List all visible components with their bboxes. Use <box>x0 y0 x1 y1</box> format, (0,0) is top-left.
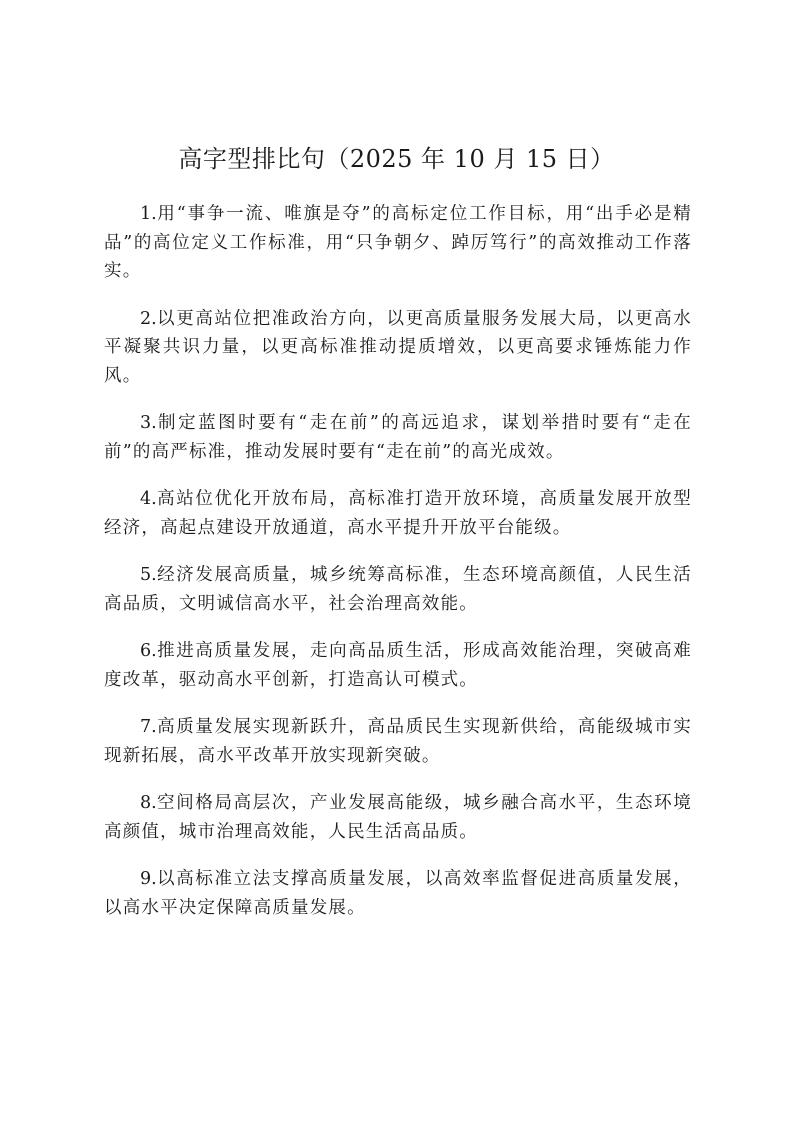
paragraph-text: 制定蓝图时要有“走在前”的高远追求，谋划举措时要有“走在前”的高严标准，推动发展时要有“走在前”的高光成效。 <box>104 413 692 462</box>
paragraph-text: 以更高站位把准政治方向，以更高质量服务发展大局，以更高水平凝聚共识力量，以更高标准推动提质增效，以更高要求锤炼能力作风。 <box>104 308 692 386</box>
paragraph-number: 3. <box>140 413 157 433</box>
paragraph-text: 经济发展高质量，城乡统筹高标准，生态环境高颜值，人民生活高品质，文明诚信高水平，社会治理高效能。 <box>104 565 692 614</box>
paragraph-1 <box>104 200 692 286</box>
paragraph-text: 高站位优化开放布局，高标准打造开放环境，高质量发展开放型经济，高起点建设开放通道，高水平提升开放平台能级。 <box>104 489 692 538</box>
paragraph-number: 1. <box>140 204 157 224</box>
document-title: 高字型排比句（2025 年 10 月 15 日） <box>178 145 615 173</box>
paragraph-text: 以高标准立法支撑高质量发展，以高效率监督促进高质量发展，以高水平决定保障高质量发展。 <box>104 869 692 918</box>
paragraph-text: 高质量发展实现新跃升，高品质民生实现新供给，高能级城市实现新拓展，高水平改革开放实现新突破。 <box>104 717 692 766</box>
paragraph-text: 用“事争一流、唯旗是夺”的高标定位工作目标，用“出手必是精品”的高位定义工作标准，用“只争朝夕、踔厉笃行”的高效推动工作落实。 <box>104 204 692 281</box>
paragraph-number: 8. <box>140 793 157 813</box>
paragraph-3 <box>104 409 692 466</box>
paragraph-8 <box>104 789 692 846</box>
paragraph-number: 5. <box>140 565 157 585</box>
paragraph-2 <box>104 305 692 391</box>
paragraph-number: 9. <box>140 869 157 889</box>
paragraph-9 <box>104 865 692 922</box>
paragraph-number: 4. <box>140 489 157 509</box>
paragraph-number: 2. <box>140 308 157 329</box>
paragraph-5 <box>104 561 692 618</box>
paragraph-number: 6. <box>140 641 157 661</box>
paragraph-text: 空间格局高层次，产业发展高能级，城乡融合高水平，生态环境高颜值，城市治理高效能，人民生活高品质。 <box>104 793 692 842</box>
paragraph-6 <box>104 637 692 694</box>
paragraph-number: 7. <box>140 717 157 737</box>
paragraph-text: 推进高质量发展，走向高品质生活，形成高效能治理，突破高难度改革，驱动高水平创新，打造高认可模式。 <box>104 641 692 690</box>
paragraph-7 <box>104 713 692 770</box>
document-body <box>104 200 692 941</box>
paragraph-4 <box>104 485 692 542</box>
